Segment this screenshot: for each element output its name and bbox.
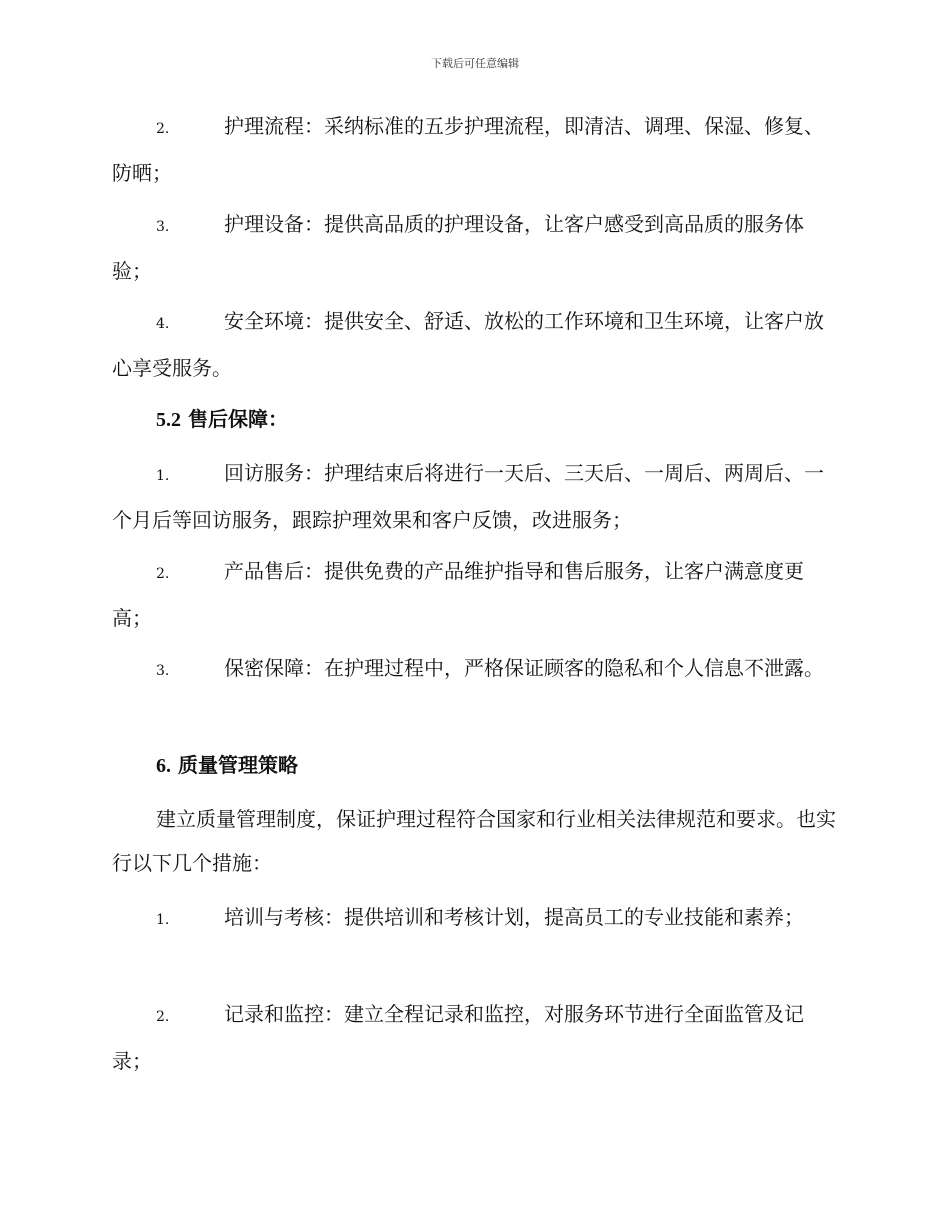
list-number: 2. <box>156 121 170 137</box>
list-text: 产品售后：提供免费的产品维护指导和售后服务，让客户满意度更高； <box>112 559 804 630</box>
list-item <box>112 646 837 693</box>
section-title: 质量管理策略 <box>177 753 298 777</box>
list-number: 1. <box>156 468 170 484</box>
list-number: 2. <box>156 1009 170 1025</box>
list-item <box>112 202 837 293</box>
section-heading <box>112 397 837 442</box>
section-heading <box>112 743 837 788</box>
section-title: 售后保障： <box>187 407 288 431</box>
list-number: 1. <box>156 912 170 928</box>
list-text: 保密保障：在护理过程中，严格保证顾客的隐私和个人信息不泄露。 <box>224 656 824 680</box>
list-text: 记录和监控：建立全程记录和监控，对服务环节进行全面监管及记录； <box>112 1002 804 1073</box>
list-item <box>112 992 837 1083</box>
list-text: 安全环境：提供安全、舒适、放松的工作环境和卫生环境，让客户放心享受服务。 <box>112 309 824 380</box>
list-item <box>112 549 837 640</box>
list-text: 护理流程：采纳标准的五步护理流程，即清洁、调理、保湿、修复、防晒； <box>112 114 824 185</box>
list-text: 回访服务：护理结束后将进行一天后、三天后、一周后、两周后、一个月后等回访服务，跟踪护理效果和客户反馈，改进服务； <box>112 461 824 532</box>
list-number: 2. <box>156 566 170 582</box>
list-item <box>112 104 837 195</box>
list-number: 4. <box>156 316 170 332</box>
body-paragraph: 建立质量管理制度，保证护理过程符合国家和行业相关法律规范和要求。也实行以下几个措施： <box>112 807 836 875</box>
list-number: 3. <box>156 663 170 679</box>
list-item <box>112 451 837 542</box>
list-text: 培训与考核：提供培训和考核计划，提高员工的专业技能和素养； <box>224 905 804 929</box>
section-number: 6. <box>156 755 171 777</box>
list-number: 3. <box>156 219 170 235</box>
list-item <box>112 895 837 942</box>
list-item <box>112 299 837 390</box>
list-text: 护理设备：提供高品质的护理设备，让客户感受到高品质的服务体验； <box>112 212 804 283</box>
section-number: 5.2 <box>156 409 181 431</box>
page-header: 下载后可任意编辑 <box>431 57 519 70</box>
